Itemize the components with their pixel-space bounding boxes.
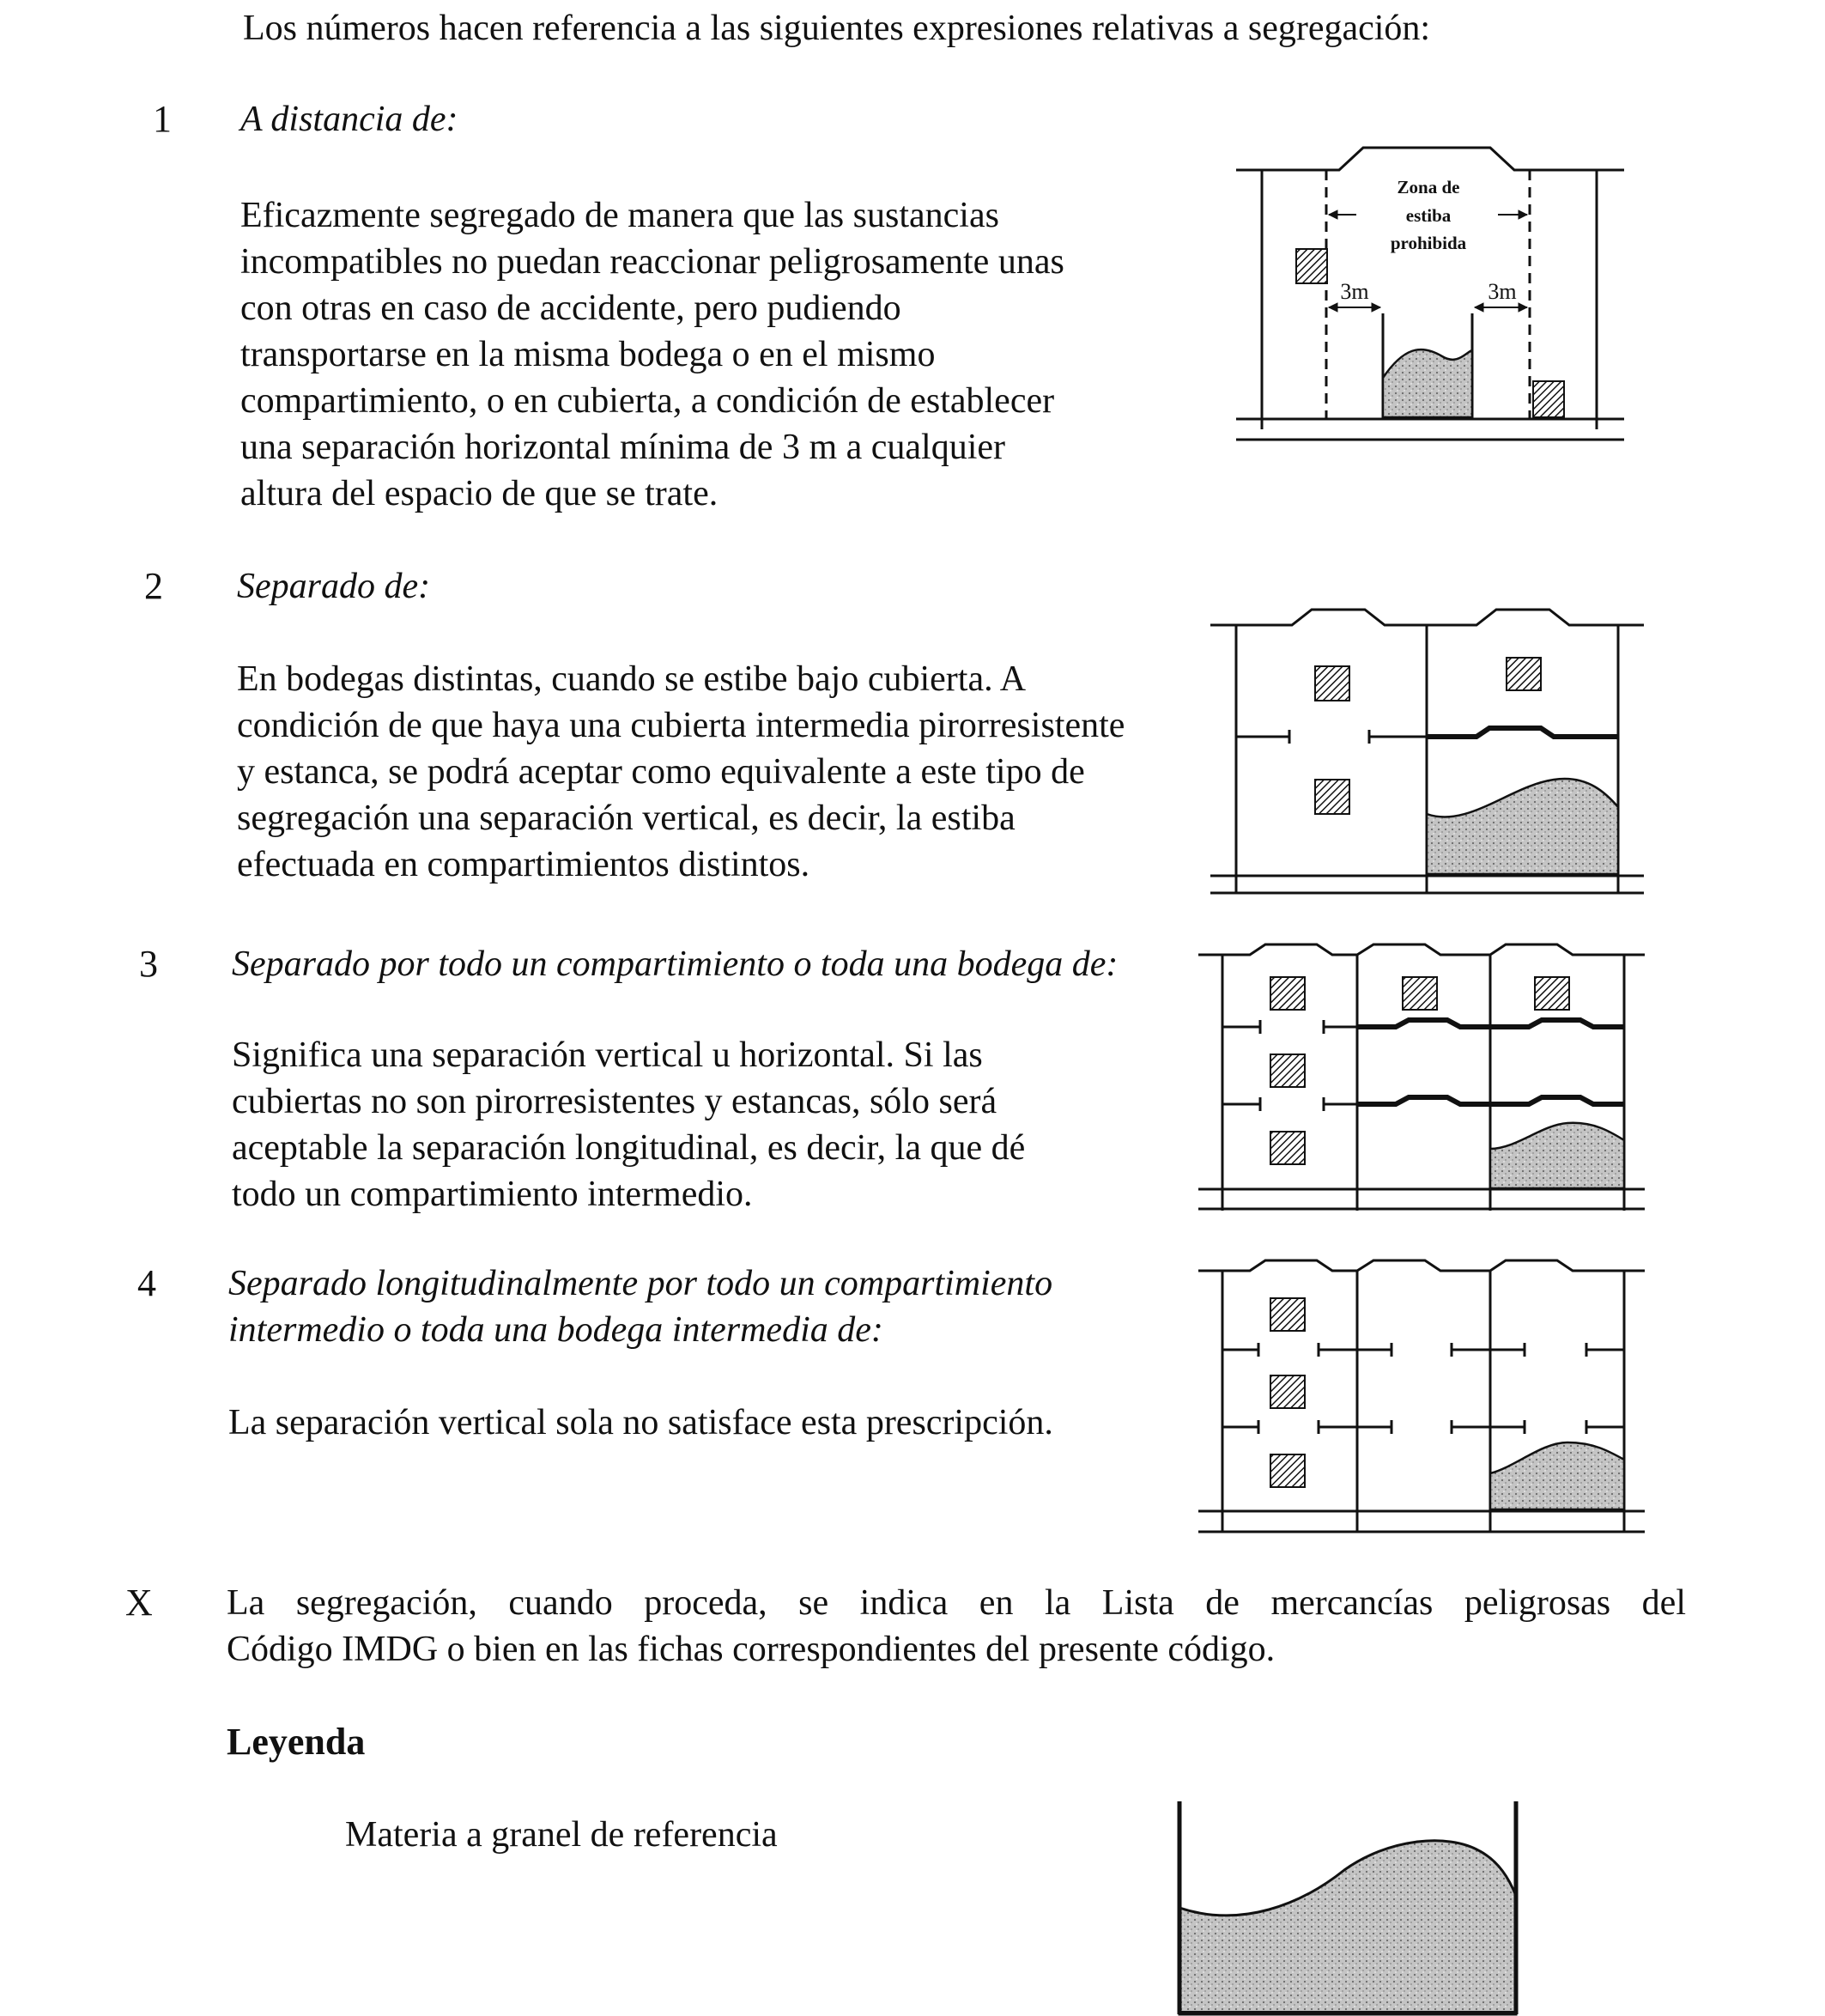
section-1-line: una separación horizontal mínima de 3 m a cualquier <box>240 428 1006 467</box>
section-3-heading: Separado por todo un compartimiento o toda una bodega de: <box>232 944 1119 984</box>
section-2-body <box>237 656 1125 888</box>
section-2-line: y estanca, se podrá aceptar como equivalente a este tipo de <box>237 752 1085 792</box>
figure-1-zone-label-line: estiba <box>1405 205 1452 226</box>
section-1-line: transportarse en la misma bodega o en el mismo <box>240 335 936 374</box>
figure-3-separated-by-compartment <box>1198 936 1662 1219</box>
section-1-heading: A distancia de: <box>240 100 458 139</box>
section-2-line: segregación una separación vertical, es decir, la estiba <box>237 799 1016 838</box>
figure-1-package-right <box>1533 381 1564 417</box>
section-1-line: con otras en caso de accidente, pero pudiendo <box>240 288 901 328</box>
legend-bulk-material-icon <box>1173 1801 1533 2016</box>
figure-1-segregation-distance <box>1236 137 1631 455</box>
section-3-body <box>232 1032 1025 1217</box>
section-1-line: incompatibles no puedan reaccionar peligrosamente unas <box>240 242 1064 282</box>
note-x-marker: X <box>125 1582 153 1624</box>
figure-1-distance-left: 3m <box>1340 279 1369 304</box>
section-3-number: 3 <box>139 943 158 985</box>
figure-1-package-left <box>1296 249 1327 283</box>
intro-text: Los números hacen referencia a las siguientes expresiones relativas a segregación: <box>243 9 1431 48</box>
section-1-number: 1 <box>153 98 172 140</box>
figure-1-zone-label-line: Zona de <box>1397 177 1460 197</box>
figure-1-distance-right: 3m <box>1488 279 1517 304</box>
section-2-line: En bodegas distintas, cuando se estibe bajo cubierta. A <box>237 659 1027 699</box>
section-2-line: efectuada en compartimientos distintos. <box>237 845 810 884</box>
note-x-body <box>227 1580 1686 1673</box>
figure-1-bulk-material <box>1383 349 1472 417</box>
section-2-number: 2 <box>144 565 163 607</box>
section-3-line: todo un compartimiento intermedio. <box>232 1175 753 1214</box>
section-3-line: cubiertas no son pirorresistentes y estancas, sólo será <box>232 1082 997 1121</box>
section-3-line: Significa una separación vertical u horizontal. Si las <box>232 1035 983 1075</box>
section-4-line: La separación vertical sola no satisface esta prescripción. <box>228 1403 1053 1442</box>
section-2-heading: Separado de: <box>237 567 431 606</box>
figure-2-separated-from <box>1210 601 1648 902</box>
section-1-line: compartimiento, o en cubierta, a condición de establecer <box>240 381 1055 421</box>
legend-title: Leyenda <box>227 1721 366 1763</box>
section-1-line: altura del espacio de que se trate. <box>240 474 718 513</box>
legend-item-label: Materia a granel de referencia <box>345 1815 778 1855</box>
section-4-heading-line: intermedio o toda una bodega intermedia de: <box>228 1310 883 1350</box>
note-x-line: La segregación, cuando proceda, se indica en la Lista de mercancías peligrosas del <box>227 1583 1686 1623</box>
note-x-line: Código IMDG o bien en las fichas correspondientes del presente código. <box>227 1630 1276 1669</box>
section-1-line: Eficazmente segregado de manera que las sustancias <box>240 196 999 235</box>
figure-1-deck-line <box>1236 148 1624 170</box>
figure-4-separated-longitudinally <box>1198 1252 1662 1544</box>
section-2-line: condición de que haya una cubierta intermedia pirorresistente <box>237 706 1125 745</box>
figure-1-zone-label-line: prohibida <box>1390 233 1467 253</box>
section-1-body <box>240 192 1064 517</box>
section-4-number: 4 <box>137 1262 156 1304</box>
section-4-heading-line: Separado longitudinalmente por todo un compartimiento <box>228 1264 1053 1303</box>
section-3-line: aceptable la separación longitudinal, es decir, la que dé <box>232 1128 1026 1168</box>
